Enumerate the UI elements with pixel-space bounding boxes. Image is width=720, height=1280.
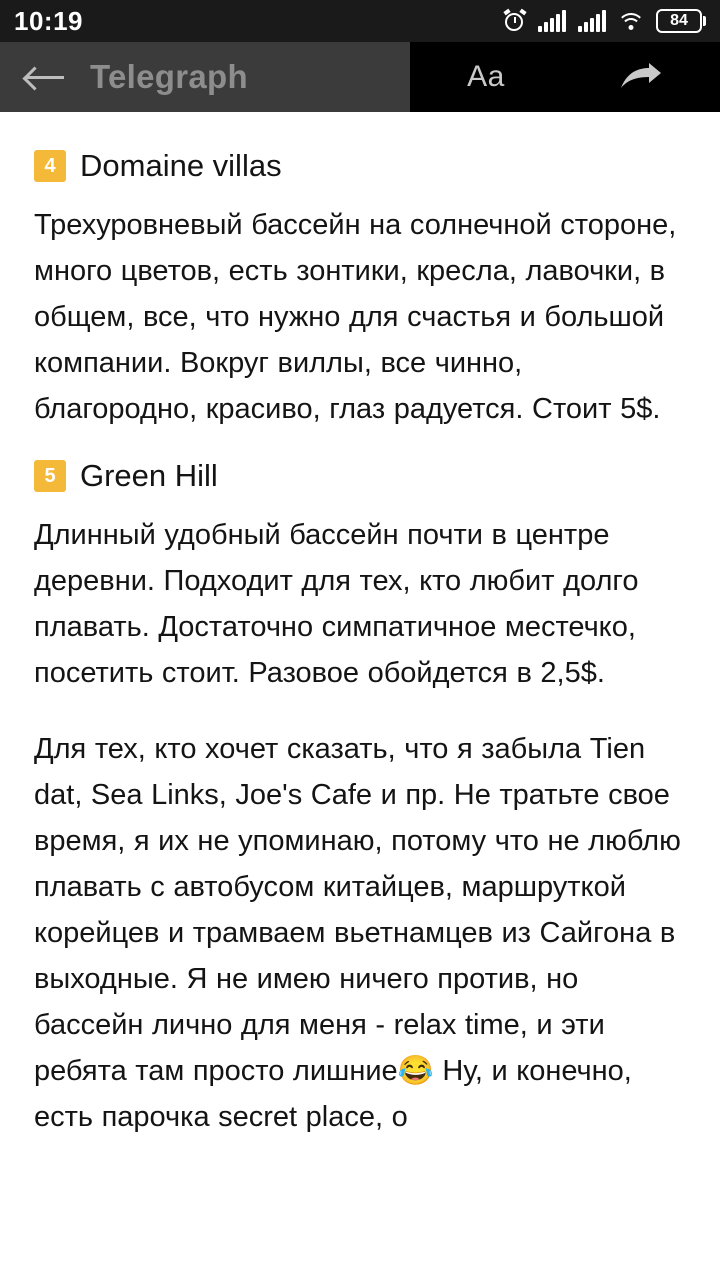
app-bar <box>0 42 720 112</box>
status-bar <box>0 0 720 42</box>
font-size-button[interactable]: Aa <box>467 60 505 93</box>
share-icon[interactable] <box>619 62 663 92</box>
section-heading-text: Domaine villas <box>80 148 282 183</box>
back-arrow-icon <box>26 66 64 88</box>
section-number-badge: 4 <box>34 150 66 182</box>
page-title: Telegraph <box>90 58 248 95</box>
app-bar-left <box>0 42 410 112</box>
app-bar-right <box>410 42 720 112</box>
wifi-icon <box>618 11 644 31</box>
back-button[interactable] <box>0 42 90 112</box>
paragraph: Трехуровневый бассейн на солнечной стороне, много цветов, есть зонтики, кресла, лавочки, в общем, все, что нужно для счастья и большой компании. Вокруг виллы, все чинно, благородно, красиво, глаз радуется. Стоит 5$. <box>34 209 677 425</box>
paragraph: Длинный удобный бассейн почти в центре деревни. Подходит для тех, кто любит долго плавать. Достаточно симпатичное местечко, посетить стоит. Разовое обойдется в 2,5$. <box>34 519 639 689</box>
signal-icon-2 <box>578 10 606 32</box>
paragraph: Для тех, кто хочет сказать, что я забыла Tien dat, Sea Links, Joe's Cafe и пр. Не тратьте свое время, я их не упоминаю, потому что не люблю плавать с автобусом китайцев, маршруткой корейцев и трамваем вьетнамцев из Сайгона в выходные. Я не имею ничего против, но бассейн лично для меня - relax time, и эти ребята там просто лишние😂 Ну, и конечно, есть парочка secret place, о <box>34 733 681 1133</box>
battery-level: 84 <box>656 9 702 33</box>
section-number-badge: 5 <box>34 460 66 492</box>
section-heading <box>34 148 686 184</box>
signal-icon-1 <box>538 10 566 32</box>
section-heading <box>34 458 686 494</box>
alarm-icon <box>504 10 526 32</box>
status-icon-group <box>504 9 706 33</box>
article-content <box>0 112 720 1140</box>
status-clock: 10:19 <box>14 5 83 36</box>
battery-icon <box>656 9 706 33</box>
section-heading-text: Green Hill <box>80 458 218 493</box>
